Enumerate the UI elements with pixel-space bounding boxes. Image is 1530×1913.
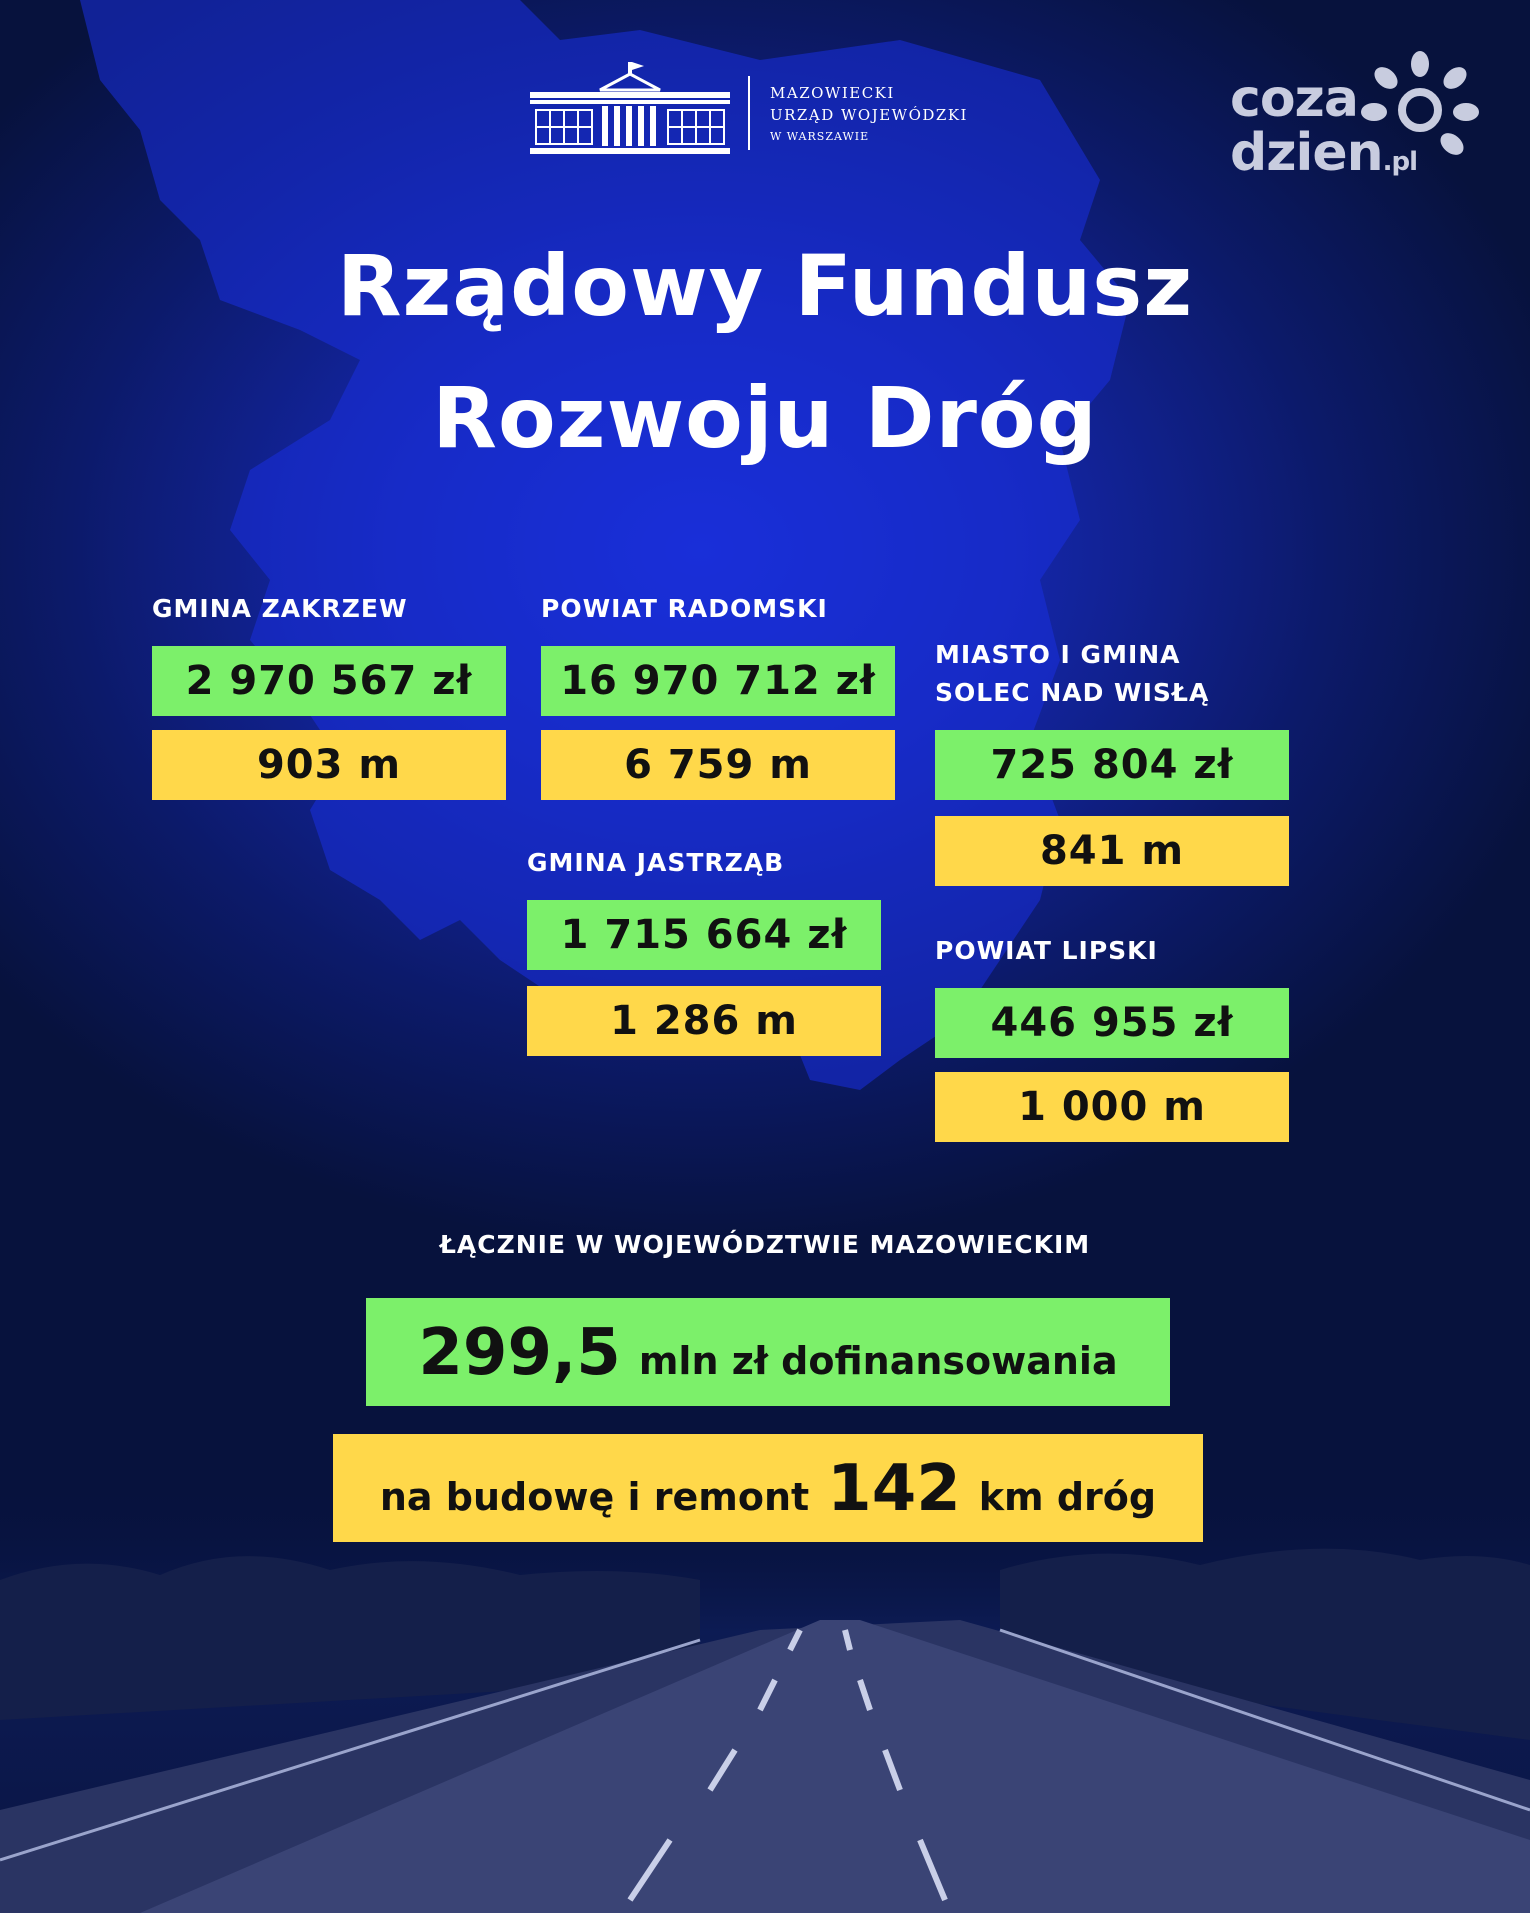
entry-zakrzew-name: GMINA ZAKRZEW [152, 594, 408, 623]
brand-name [1230, 69, 1418, 189]
logo-divider [748, 76, 750, 150]
summary-funding-box [366, 1298, 1170, 1406]
entry-solec-name-line1: MIASTO I GMINA [935, 640, 1181, 669]
entry-jastrzab-name: GMINA JASTRZĄB [527, 848, 785, 877]
entry-lipski-amount: 446 955 zł [935, 988, 1289, 1058]
entry-jastrzab-length: 1 286 m [527, 986, 881, 1056]
entry-zakrzew-amount: 2 970 567 zł [152, 646, 506, 716]
brand-name-line2: dzien [1230, 123, 1383, 183]
summary-roads-box [333, 1434, 1203, 1542]
cozadzien-logo [1230, 50, 1490, 190]
page-title-line2: Rozwoju Dróg [432, 369, 1098, 467]
entry-lipski-name: POWIAT LIPSKI [935, 936, 1158, 965]
office-name-line3: W WARSZAWIE [770, 130, 870, 143]
brand-name-line2-wrap [1230, 123, 1418, 189]
office-name [770, 82, 1010, 148]
summary-roads-value: 142 [827, 1452, 961, 1526]
page-title-line1: Rządowy Fundusz [336, 237, 1194, 335]
entry-lipski-length: 1 000 m [935, 1072, 1289, 1142]
entry-radomski-length: 6 759 m [541, 730, 895, 800]
summary-funding-value: 299,5 [418, 1316, 621, 1390]
entry-radomski-amount: 16 970 712 zł [541, 646, 895, 716]
office-name-line1: MAZOWIECKI [770, 84, 895, 102]
entry-solec-amount: 725 804 zł [935, 730, 1289, 800]
entry-solec-length: 841 m [935, 816, 1289, 886]
office-logo [530, 60, 1010, 160]
brand-name-line1: coza [1230, 69, 1358, 129]
entry-solec-name-line2: SOLEC NAD WISŁĄ [935, 678, 1210, 707]
entry-jastrzab-amount: 1 715 664 zł [527, 900, 881, 970]
entry-zakrzew-length: 903 m [152, 730, 506, 800]
summary-roads-suffix: km dróg [978, 1475, 1157, 1519]
summary-roads-prefix: na budowę i remont [379, 1475, 810, 1519]
highway-road-image [0, 1480, 1530, 1913]
brand-suffix: .pl [1382, 147, 1418, 177]
summary-funding-text: mln zł dofinansowania [638, 1339, 1118, 1383]
office-name-line2: URZĄD WOJEWÓDZKI [770, 106, 968, 124]
entry-radomski-name: POWIAT RADOMSKI [541, 594, 828, 623]
summary-label: ŁĄCZNIE W WOJEWÓDZTWIE MAZOWIECKIM [439, 1230, 1091, 1259]
government-building-icon [530, 60, 730, 160]
